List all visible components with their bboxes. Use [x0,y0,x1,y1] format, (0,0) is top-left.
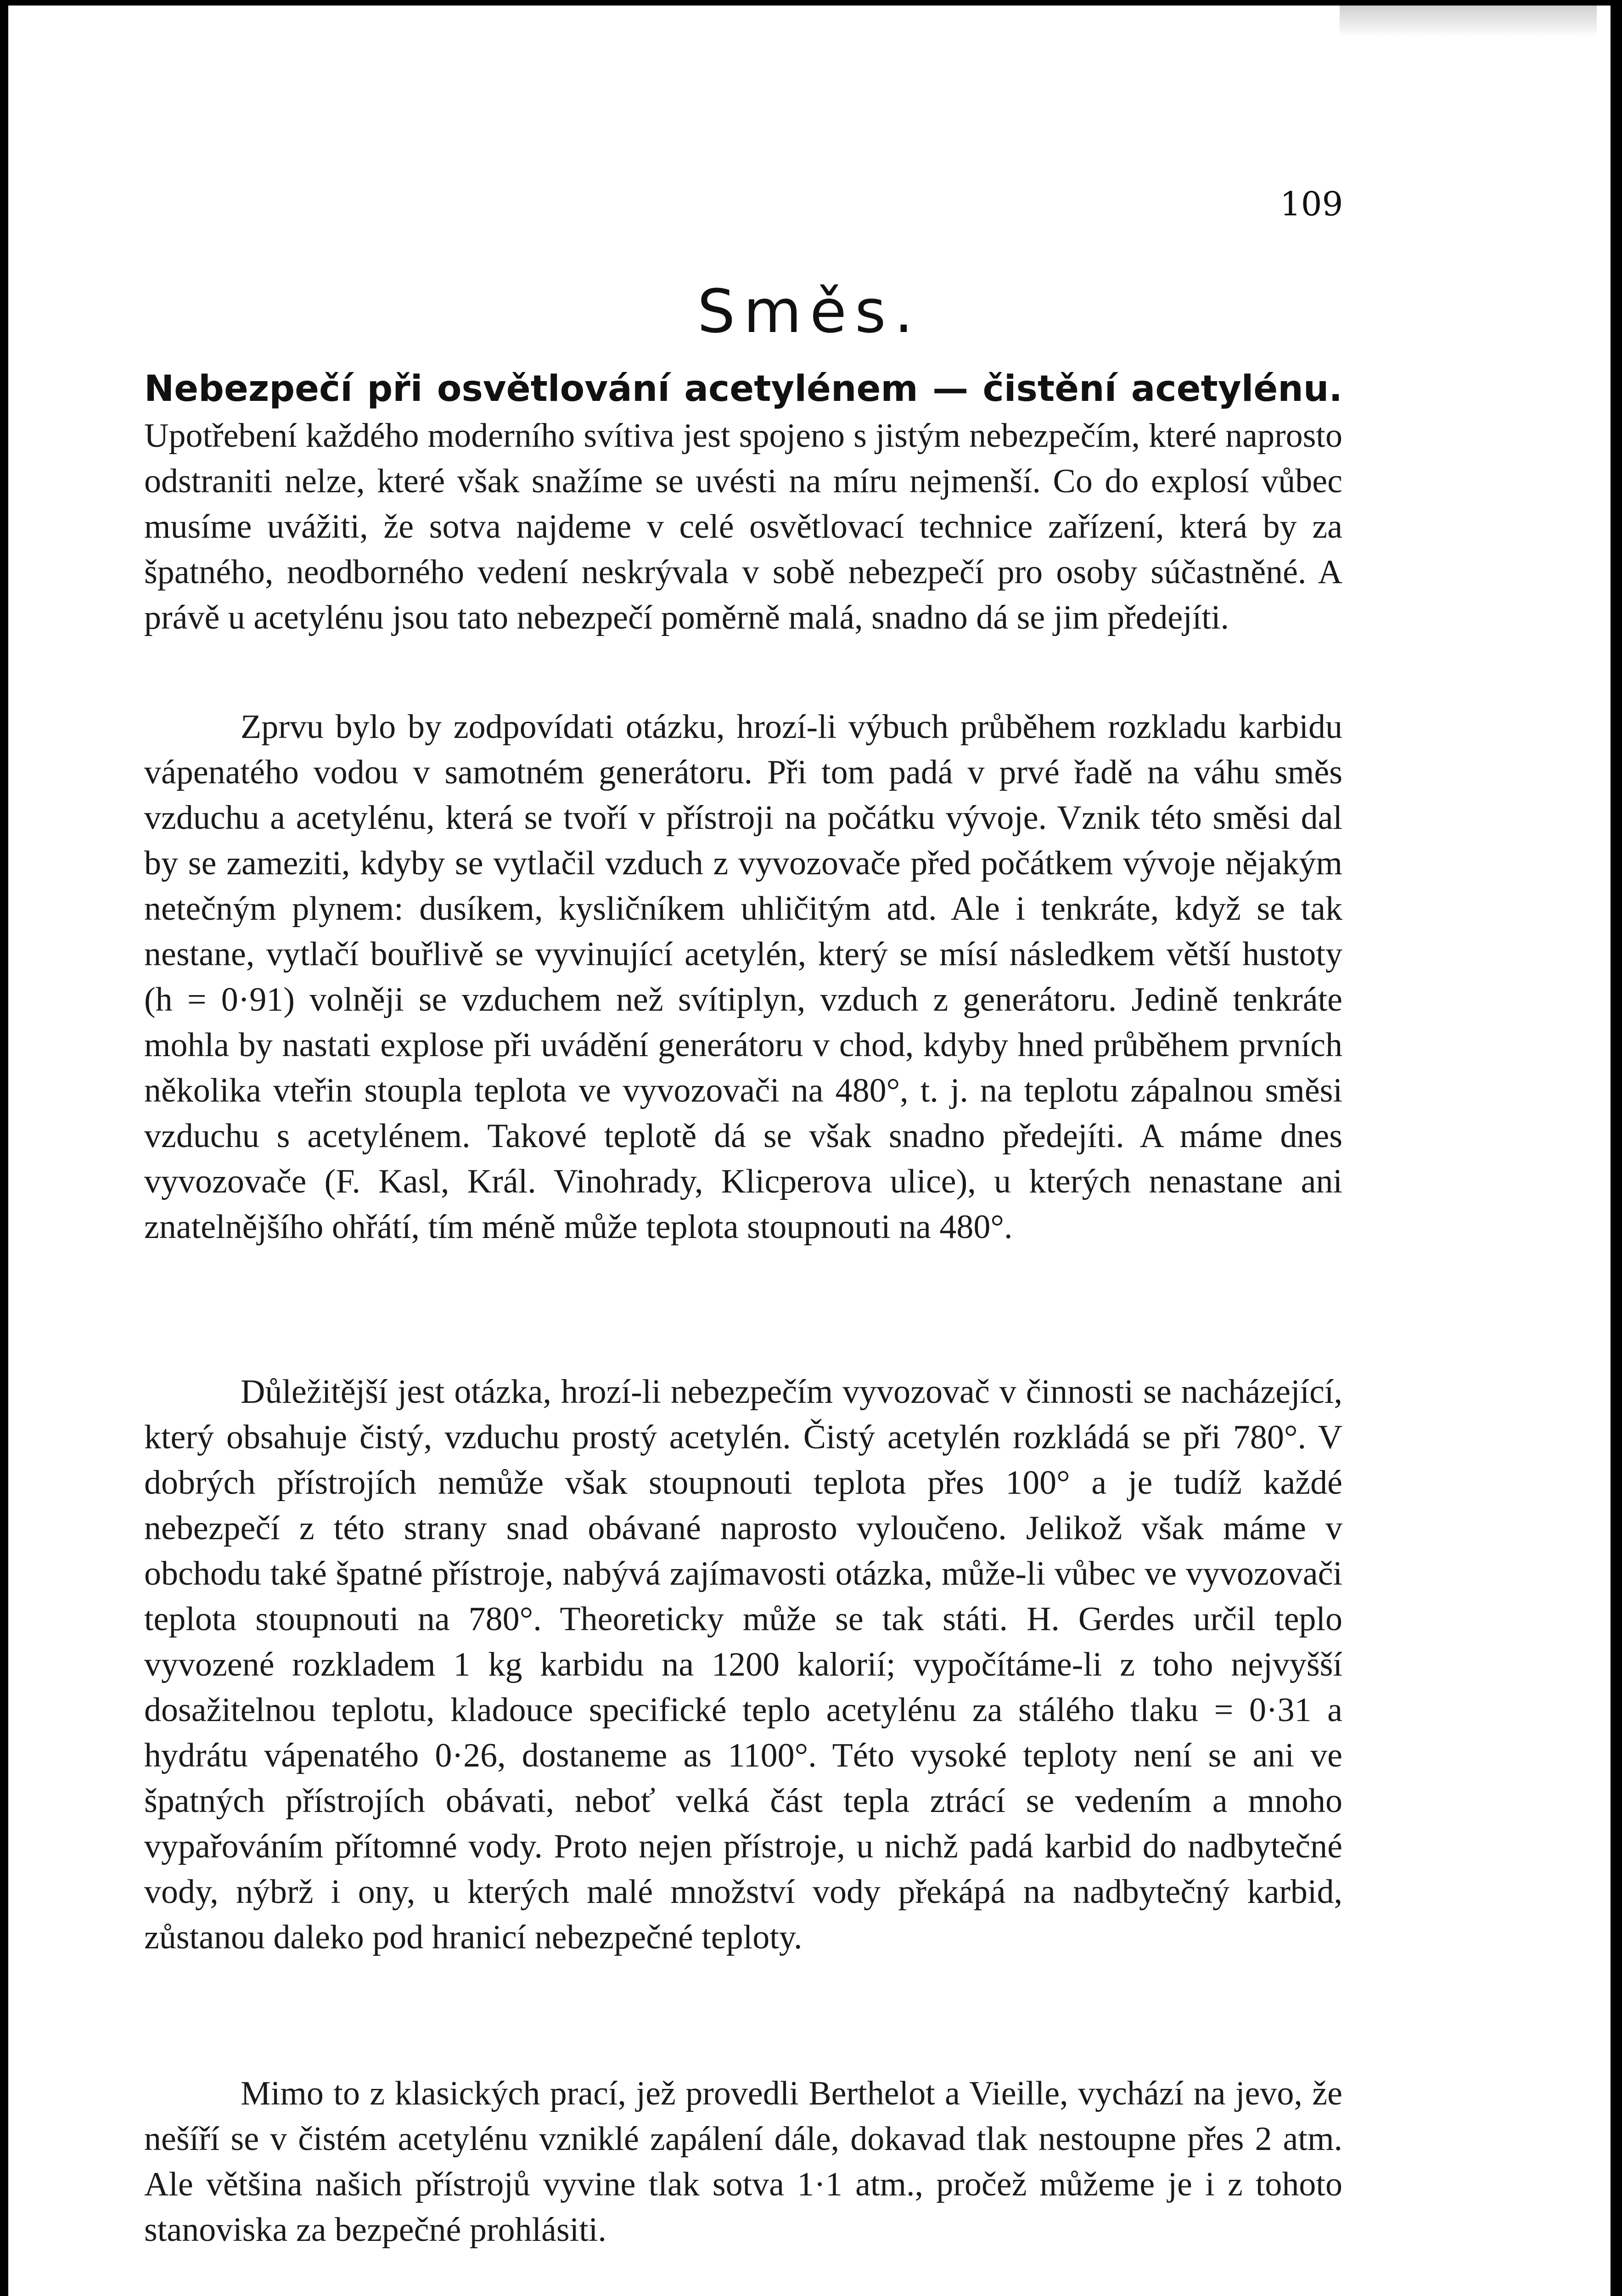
scan-smudge [1340,6,1597,38]
book-page [8,6,1611,2296]
chapter-subtitle: Nebezpečí při osvětlování acetylénem — čistění acetylénu. [144,368,1342,410]
paragraph-2: Zprvu bylo by zodpovídati otázku, hrozí-li výbuch průběhem rozkladu karbidu vápenatého vodou v samotném generátoru. Při tom padá v prvé řadě na váhu směs vzduchu a acetylénu, která se tvoří v přístroji na počátku vývoje. Vznik této směsi dal by se zameziti, kdyby se vytlačil vzduch z vyvozovače před počátkem vývoje nějakým netečným plynem: dusíkem, kysličníkem uhličitým atd. Ale i tenkráte, když se tak nestane, vytlačí bouřlivě se vyvinující acetylén, který se mísí následkem větší hustoty (h = 0·91) volněji se vzduchem než svítiplyn, vzduch z generátoru. Jedině tenkráte mohla by nastati explose při uvádění generátoru v chod, kdyby hned průběhem prvních několika vteřin stoupla teplota ve vyvozovači na 480°, t. j. na teplotu zápalnou směsi vzduchu s acetylénem. Takové teplotě dá se však snadno předejíti. A máme dnes vyvozovače (F. Kasl, Král. Vinohrady, Klicperova ulice), u kterých nenastane ani znatelnějšího ohřátí, tím méně může teplota stoupnouti na 480°. [144,708,1342,1246]
chapter-title: Směs. [697,276,922,346]
paragraph-3: Důležitější jest otázka, hrozí-li nebezpečím vyvozovač v činnosti se nacházející, který obsahuje čistý, vzduchu prostý acetylén. Čistý acetylén rozkládá se při 780°. V dobrých přístrojích nemůže však stoupnouti teplota přes 100° a je tudíž každé nebezpečí z této strany snad obávané naprosto vyloučeno. Jelikož však máme v obchodu také špatné přístroje, nabývá zajímavosti otázka, může-li vůbec ve vyvozovači teplota stoupnouti na 780°. Theoreticky může se tak státi. H. Gerdes určil teplo vyvozené rozkladem 1 kg karbidu na 1200 kalorií; vypočítáme-li z toho nejvyšší dosažitelnou teplotu, kladouce specifické teplo acetylénu za stálého tlaku = 0·31 a hydrátu vápenatého 0·26, dostaneme as 1100°. Této vysoké teploty není se ani ve špatných přístrojích obávati, neboť velká část tepla ztrácí se vedením a mnoho vypařováním přítomné vody. Proto nejen přístroje, u nichž padá karbid do nadbytečné vody, nýbrž i ony, u kterých malé množství vody překápá na nadbytečný karbid, zůstanou daleko pod hranicí nebezpečné teploty. [144,1373,1342,1956]
paragraph-4: Mimo to z klasických prací, jež provedli Berthelot a Vieille, vychází na jevo, že nešíří se v čistém acetylénu vzniklé zapálení dále, dokavad tlak nestoupne přes 2 atm. Ale většina našich přístrojů vyvine tlak sotva 1·1 atm., pročež můžeme je i z tohoto stanoviska za bezpečné prohlásiti. [144,2075,1342,2249]
paragraph-1: Upotřebení každého moderního svítiva jest spojeno s jistým nebezpečím, které naprosto odstraniti nelze, které však snažíme se uvésti na míru nejmenší. Co do explosí vůbec musíme uvážiti, že sotva najdeme v celé osvětlovací technice zařízení, která by za špatného, neodborného vedení neskrývala v sobě nebezpečí pro osoby súčastněné. A právě u acetylénu jsou tato nebezpečí poměrně malá, snadno dá se jim předejíti. [144,417,1342,636]
page-number: 109 [1280,185,1343,223]
